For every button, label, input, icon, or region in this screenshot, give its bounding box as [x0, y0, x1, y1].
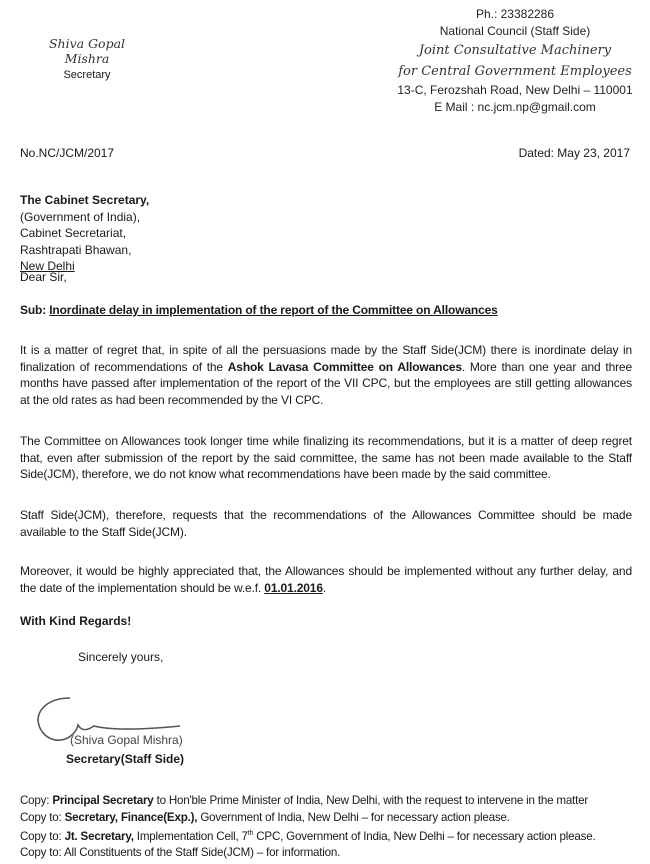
addressee-line: New Delhi — [20, 259, 75, 273]
address: 13-C, Ferozshah Road, New Delhi – 110001 — [397, 83, 633, 97]
email: E Mail : nc.jcm.np@gmail.com — [434, 100, 596, 114]
letterhead-title: Secretary — [63, 69, 111, 81]
addressee-line: The Cabinet Secretary, — [20, 193, 150, 207]
letterhead-left — [35, 36, 139, 81]
effective-date: 01.01.2016 — [264, 580, 323, 595]
copy-item: Copy: Principal Secretary to Hon'ble Prime Minister of India, New Delhi, with the request to intervene in the matter — [20, 794, 589, 807]
salutation: Dear Sir, — [20, 270, 67, 284]
phone: Ph.: 23382286 — [475, 7, 555, 21]
copy-list — [20, 793, 596, 862]
subject — [20, 302, 632, 319]
copy-item: Copy to: All Constituents of the Staff Side(JCM) – for information. — [20, 846, 341, 860]
paragraph-2: The Committee on Allowances took longer time while finalizing its recommendations, but it is a matter of deep regret that, even after submission of the report by the said committee, the same has not been made available to the Staff Side(JCM), therefore, we do not know what recommendations have been made by the said committee. — [20, 434, 632, 481]
subject-label: Sub: — [20, 303, 47, 317]
signatory-name: (Shiva Gopal Mishra) — [70, 733, 183, 747]
org-line1: Joint Consultative Machinery — [418, 43, 612, 58]
addressee-line: Rashtrapati Bhawan, — [20, 242, 132, 257]
addressee — [20, 192, 149, 275]
org-line2: for Central Government Employees — [398, 64, 632, 79]
letterhead-right — [380, 6, 650, 116]
reference-number: No.NC/JCM/2017 — [20, 146, 115, 160]
addressee-line: Cabinet Secretariat, — [20, 226, 127, 240]
paragraph-3: Staff Side(JCM), therefore, requests that the recommendations of the Allowances Committee should be made available to the Staff Side(JCM). — [20, 508, 632, 539]
copy-item: Copy to: Secretary, Finance(Exp.), Government of India, New Delhi – for necessary action please. — [20, 810, 510, 824]
text: . More than one year and three months have passed after implementation of the report of the VII CPC, but the employees are still getting allowances at the old rates as had been recommended by the VI CPC. — [20, 359, 632, 407]
paragraph-4 — [20, 563, 632, 596]
org-name: National Council (Staff Side) — [439, 24, 591, 38]
paragraph-1 — [20, 342, 632, 408]
committee-name: Ashok Lavasa Committee on Allowances — [227, 359, 462, 374]
closing: With Kind Regards! — [20, 614, 132, 628]
text: . — [322, 580, 327, 595]
signatory-title: Secretary(Staff Side) — [66, 752, 185, 766]
copy-item: Copy to: Jt. Secretary, Implementation Cell, 7th CPC, Government of India, New Delhi – for necessary action please. — [20, 829, 596, 843]
addressee-line: (Government of India), — [20, 209, 141, 224]
subject-text: Inordinate delay in implementation of the report of the Committee on Allowances — [49, 303, 498, 317]
letterhead-name: Shiva Gopal Mishra — [48, 36, 126, 66]
sincerely: Sincerely yours, — [78, 650, 164, 664]
letter-date: Dated: May 23, 2017 — [518, 146, 630, 160]
text: It is a matter of regret that, in spite of all the persuasions made by the Staff Side(JCM) there is inordinate delay in finalization of recommendations of the — [20, 343, 632, 374]
text: Moreover, it would be highly appreciated that, the Allowances should be implemented without any further delay, and the date of the implementation should be w.e.f. — [20, 564, 632, 595]
